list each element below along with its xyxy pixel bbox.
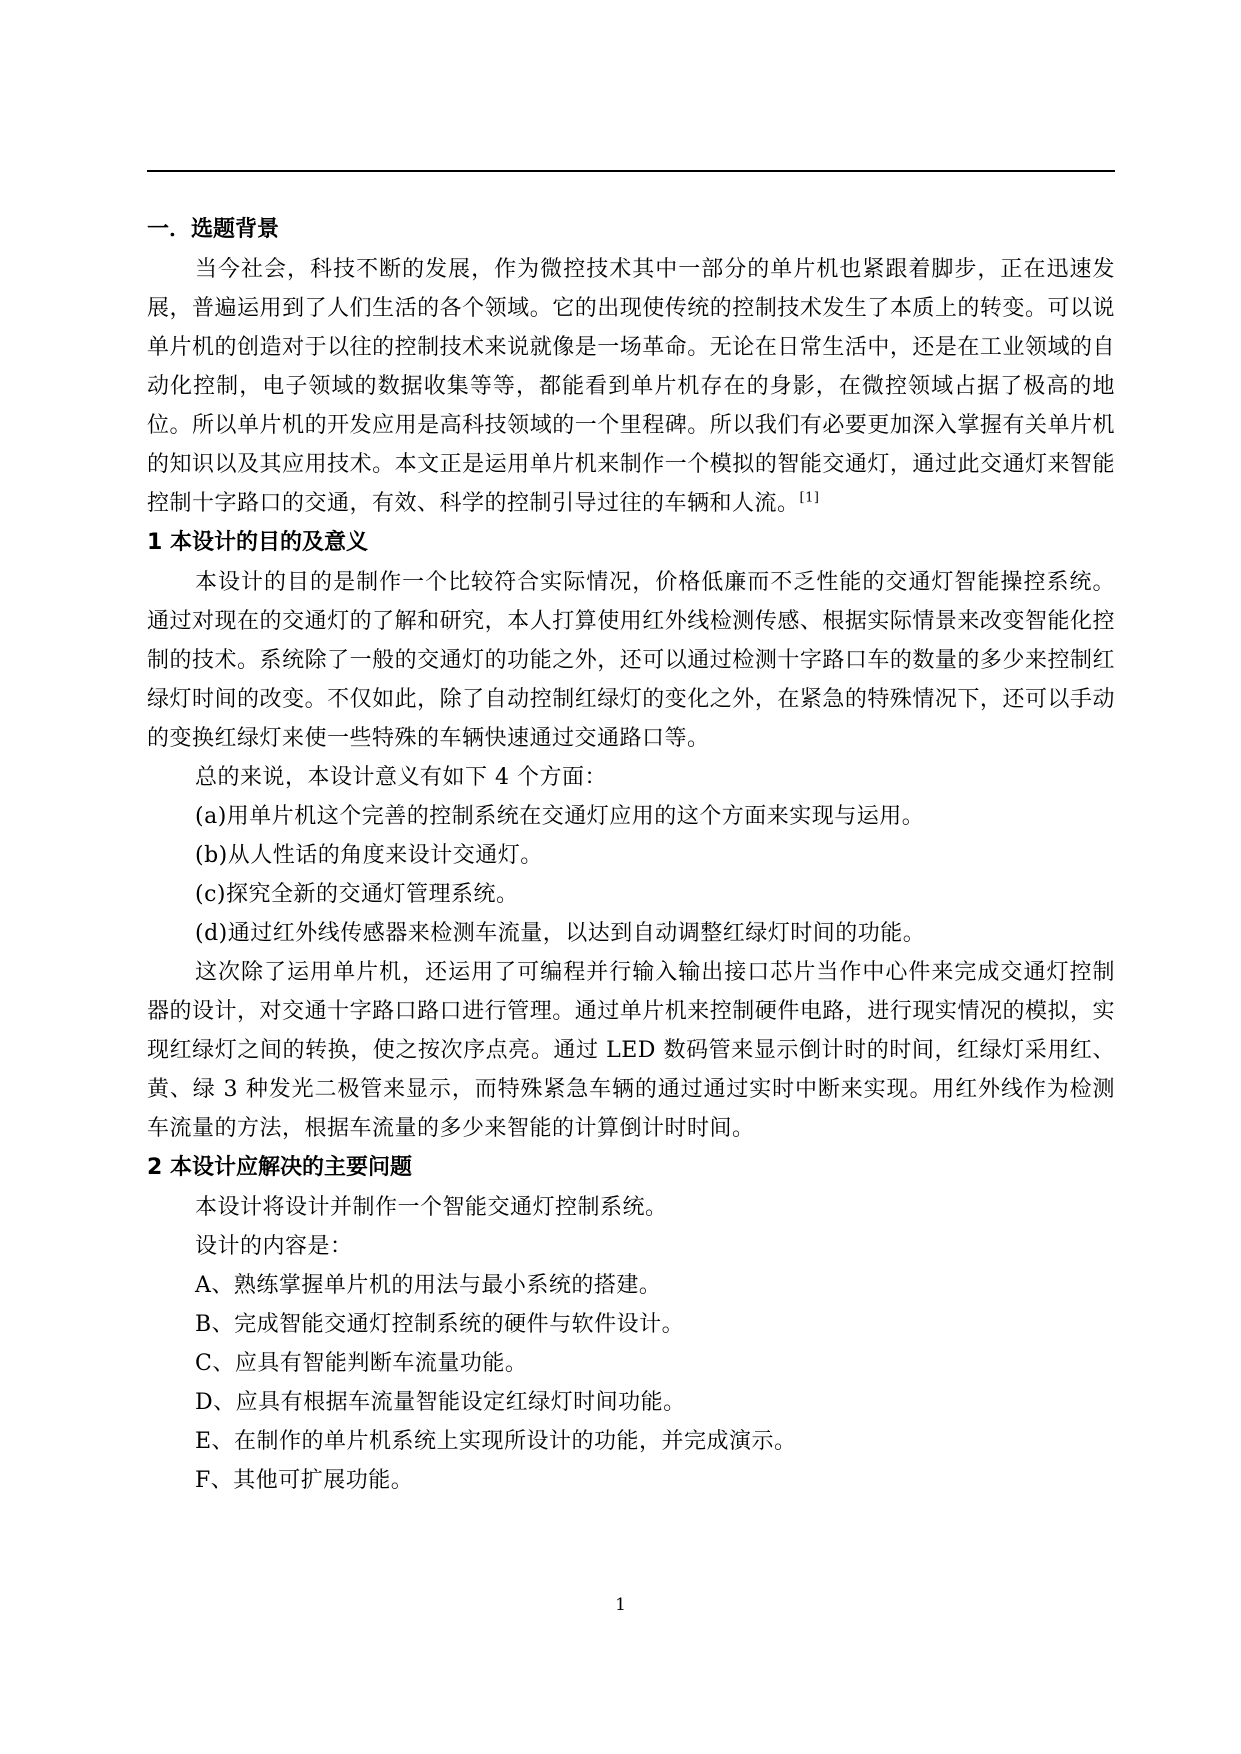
- background-paragraph: [147, 250, 1115, 523]
- purpose-paragraph: 本设计的目的是制作一个比较符合实际情况，价格低廉而不乏性能的交通灯智能操控系统。通过对现在的交通灯的了解和研究，本人打算使用红外线检测传感、根据实际情景来改变智能化控制的技术。系统除了一般的交通灯的功能之外，还可以通过检测十字路口车的数量的多少来控制红绿灯时间的改变。不仅如此，除了自动控制红绿灯的变化之外，在紧急的特殊情况下，还可以手动的变换红绿灯来使一些特殊的车辆快速通过交通路口等。: [147, 570, 1115, 751]
- significance-item-a: (a)用单片机这个完善的控制系统在交通灯应用的这个方面来实现与运用。: [195, 804, 925, 829]
- citation-marker: [1]: [799, 490, 820, 506]
- implementation-paragraph: 这次除了运用单片机，还运用了可编程并行输入输出接口芯片当作中心件来完成交通灯控制器的设计，对交通十字路口路口进行管理。通过单片机来控制硬件电路，进行现实情况的模拟，实现红绿灯之间的转换，使之按次序点亮。通过 LED 数码管来显示倒计时的时间，红绿灯采用红、黄、绿 3 种发光二极管来显示，而特殊紧急车辆的通过通过实时中断来实现。用红外线作为检测车流量的方法，根据车流量的多少来智能的计算倒计时时间。: [147, 960, 1115, 1141]
- significance-item-b: (b)从人性话的角度来设计交通灯。: [195, 843, 543, 868]
- problems-line-1: 本设计将设计并制作一个智能交通灯控制系统。: [195, 1195, 668, 1220]
- problem-item-f: F、其他可扩展功能。: [195, 1468, 414, 1493]
- page-number: 1: [615, 1595, 626, 1615]
- section-heading-problems: 2 本设计应解决的主要问题: [147, 1155, 412, 1180]
- problem-item-b: B、完成智能交通灯控制系统的硬件与软件设计。: [195, 1312, 685, 1337]
- background-paragraph-text: 当今社会，科技不断的发展，作为微控技术其中一部分的单片机也紧跟着脚步，正在迅速发展，普遍运用到了人们生活的各个领域。它的出现使传统的控制技术发生了本质上的转变。可以说单片机的创造对于以往的控制技术来说就像是一场革命。无论在日常生活中，还是在工业领域的自动化控制，电子领域的数据收集等等，都能看到单片机存在的身影，在微控领域占据了极高的地位。所以单片机的开发应用是高科技领域的一个里程碑。所以我们有必要更加深入掌握有关单片机的知识以及其应用技术。本文正是运用单片机来制作一个模拟的智能交通灯，通过此交通灯来智能控制十字路口的交通，有效、科学的控制引导过往的车辆和人流。: [147, 257, 1115, 516]
- problems-line-2: 设计的内容是：: [195, 1234, 353, 1259]
- section-heading-purpose: 1 本设计的目的及意义: [147, 530, 368, 555]
- problem-item-e: E、在制作的单片机系统上实现所设计的功能，并完成演示。: [195, 1429, 797, 1454]
- page-content: [147, 210, 1115, 1500]
- problem-item-a: A、熟练掌握单片机的用法与最小系统的搭建。: [195, 1273, 662, 1298]
- significance-intro: 总的来说，本设计意义有如下 4 个方面：: [195, 765, 607, 790]
- section-heading-background: 一．选题背景: [147, 217, 280, 242]
- significance-item-c: (c)探究全新的交通灯管理系统。: [195, 882, 519, 907]
- problem-item-c: C、应具有智能判断车流量功能。: [195, 1351, 528, 1376]
- header-rule: [147, 170, 1115, 172]
- problem-item-d: D、应具有根据车流量智能设定红绿灯时间功能。: [195, 1390, 686, 1415]
- significance-item-d: (d)通过红外线传感器来检测车流量，以达到自动调整红绿灯时间的功能。: [195, 921, 926, 946]
